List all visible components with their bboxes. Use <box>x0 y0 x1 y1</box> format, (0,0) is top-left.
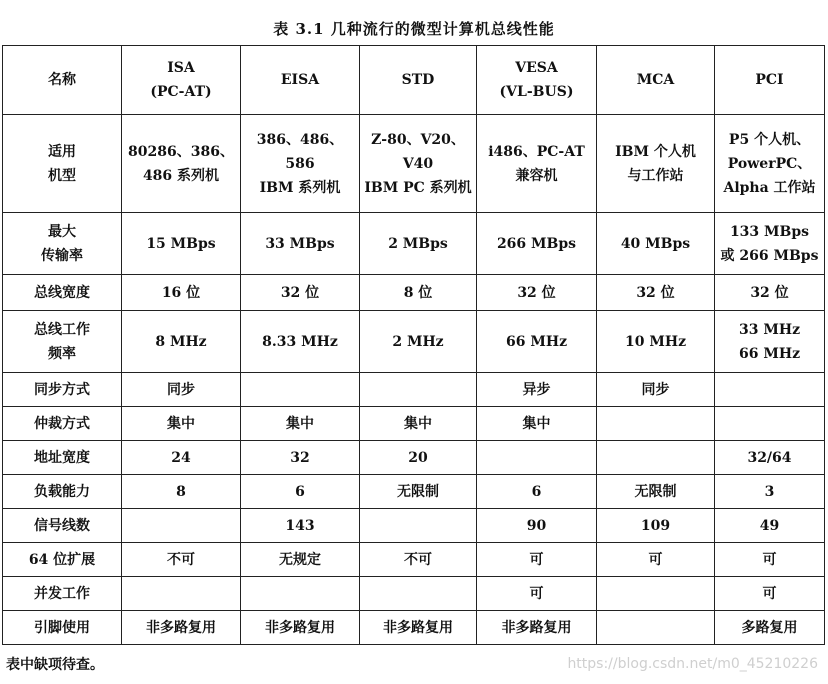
cell-text: 集中 <box>167 415 195 432</box>
table-cell <box>477 275 597 311</box>
cell-text: V40 <box>402 155 434 172</box>
table-cell <box>360 275 477 311</box>
table-cell <box>122 577 241 611</box>
cell-text: 可 <box>762 585 777 602</box>
row-label <box>3 543 122 577</box>
table-cell <box>477 373 597 407</box>
cell-text: 可 <box>529 585 544 602</box>
table-row <box>3 475 825 509</box>
header-cell <box>597 46 715 115</box>
table-cell <box>597 407 715 441</box>
table-cell <box>477 311 597 373</box>
table-cell <box>360 213 477 275</box>
cell-text: 并发工作 <box>34 585 90 602</box>
cell-text: 266 MBps <box>496 235 577 252</box>
row-label <box>3 611 122 645</box>
table-row <box>3 577 825 611</box>
cell-text: 名称 <box>48 72 76 88</box>
table-cell <box>597 373 715 407</box>
row-label <box>3 115 122 213</box>
cell-text: 15 MBps <box>146 235 216 252</box>
table-cell <box>241 509 360 543</box>
cell-text: PCI <box>755 72 784 88</box>
table-cell <box>360 475 477 509</box>
cell-text: 8 位 <box>403 284 433 301</box>
cell-text: 传输率 <box>41 247 83 264</box>
cell-text: STD <box>401 72 435 88</box>
table-cell <box>360 611 477 645</box>
table-cell <box>360 543 477 577</box>
table-row <box>3 407 825 441</box>
table-cell <box>597 577 715 611</box>
cell-text: 2 MBps <box>388 235 448 252</box>
cell-text: 6 <box>531 483 542 500</box>
table-cell <box>715 543 825 577</box>
cell-text: 10 MHz <box>624 333 687 350</box>
cell-text: 同步方式 <box>34 381 90 398</box>
cell-text: 可 <box>529 551 544 568</box>
table-cell <box>360 115 477 213</box>
header-cell <box>3 46 122 115</box>
table-cell <box>715 213 825 275</box>
table-cell <box>241 577 360 611</box>
table-cell <box>360 509 477 543</box>
cell-text: (VL-BUS) <box>499 84 574 100</box>
header-row <box>3 46 825 115</box>
table-cell <box>122 373 241 407</box>
table-row <box>3 115 825 213</box>
cell-text: Alpha 工作站 <box>723 179 816 196</box>
cell-text: 32 位 <box>636 284 675 301</box>
cell-text: PowerPC、 <box>727 155 812 172</box>
table-cell <box>715 441 825 475</box>
cell-text: 386、486、586 <box>256 131 344 172</box>
cell-text: 仲裁方式 <box>34 415 90 432</box>
row-label <box>3 275 122 311</box>
cell-text: 或 266 MBps <box>720 247 819 264</box>
cell-text: 32 位 <box>750 284 789 301</box>
cell-text: Z-80、V20、 <box>371 131 465 148</box>
table-cell <box>241 311 360 373</box>
table-cell <box>477 115 597 213</box>
watermark: https://blog.csdn.net/m0_45210226 <box>567 656 818 672</box>
cell-text: 非多路复用 <box>501 619 572 636</box>
cell-text: 非多路复用 <box>265 619 335 636</box>
row-label <box>3 509 122 543</box>
table-cell <box>241 407 360 441</box>
cell-text: 与工作站 <box>627 167 684 184</box>
cell-text: 32/64 <box>747 449 792 466</box>
table-cell <box>597 275 715 311</box>
table-cell <box>597 115 715 213</box>
cell-text: 8 MHz <box>155 333 207 350</box>
cell-text: 20 <box>408 449 428 466</box>
table-cell <box>597 611 715 645</box>
table-cell <box>597 311 715 373</box>
cell-text: 64 位扩展 <box>28 551 96 568</box>
cell-text: 486 系列机 <box>142 167 220 184</box>
row-label <box>3 577 122 611</box>
cell-text: IBM PC 系列机 <box>364 179 472 196</box>
cell-text: 机型 <box>48 167 76 184</box>
table-cell <box>241 373 360 407</box>
cell-text: 2 MHz <box>392 333 444 350</box>
table-cell <box>241 441 360 475</box>
table-cell <box>122 115 241 213</box>
table-cell <box>477 509 597 543</box>
cell-text: MCA <box>636 72 675 88</box>
cell-text: 32 位 <box>517 284 556 301</box>
cell-text: 80286、386、 <box>128 143 234 160</box>
cell-text: (PC-AT) <box>150 84 212 100</box>
table-header <box>3 46 825 115</box>
cell-text: P5 个人机、 <box>728 131 811 148</box>
cell-text: 33 MHz <box>738 321 801 338</box>
table-cell <box>122 311 241 373</box>
cell-text: 8.33 MHz <box>262 333 338 350</box>
row-label <box>3 373 122 407</box>
table-row <box>3 509 825 543</box>
cell-text: 非多路复用 <box>383 619 453 636</box>
table-cell <box>122 509 241 543</box>
cell-text: 集中 <box>286 415 314 432</box>
header-cell <box>122 46 241 115</box>
table-cell <box>360 577 477 611</box>
cell-text: 无限制 <box>397 483 439 500</box>
table-cell <box>241 475 360 509</box>
table-cell <box>597 441 715 475</box>
row-label <box>3 407 122 441</box>
cell-text: IBM 个人机 <box>615 143 696 160</box>
cell-text: 66 MHz <box>738 345 801 362</box>
cell-text: 90 <box>526 517 547 534</box>
table-cell <box>477 543 597 577</box>
cell-text: 无限制 <box>634 483 677 500</box>
table-cell <box>715 577 825 611</box>
bus-performance-table <box>2 45 825 645</box>
table-cell <box>360 441 477 475</box>
cell-text: 异步 <box>522 381 551 398</box>
cell-text: 143 <box>285 517 315 534</box>
cell-text: 可 <box>762 551 777 568</box>
header-cell <box>241 46 360 115</box>
table-cell <box>597 543 715 577</box>
table-body <box>3 115 825 645</box>
cell-text: 总线宽度 <box>34 284 90 301</box>
table-cell <box>597 475 715 509</box>
cell-text: i486、PC-AT <box>488 143 585 160</box>
cell-text: 66 MHz <box>505 333 568 350</box>
cell-text: 负载能力 <box>34 483 90 500</box>
cell-text: 集中 <box>404 415 432 432</box>
cell-text: 引脚使用 <box>34 619 90 636</box>
table-cell <box>122 441 241 475</box>
table-cell <box>241 611 360 645</box>
cell-text: 同步 <box>167 381 195 398</box>
cell-text: IBM 系列机 <box>259 179 341 196</box>
cell-text: 频率 <box>48 345 76 362</box>
table-cell <box>241 213 360 275</box>
table-cell <box>122 543 241 577</box>
table-cell <box>241 275 360 311</box>
cell-text: ISA <box>167 60 195 76</box>
table-cell <box>715 407 825 441</box>
cell-text: 32 <box>290 449 310 466</box>
table-cell <box>122 475 241 509</box>
table-cell <box>715 373 825 407</box>
cell-text: 信号线数 <box>34 517 90 534</box>
cell-text: 109 <box>640 517 671 534</box>
cell-text: 8 <box>176 483 186 500</box>
table-cell <box>360 311 477 373</box>
table-cell <box>122 213 241 275</box>
cell-text: 最大 <box>48 223 76 240</box>
row-label <box>3 311 122 373</box>
cell-text: 6 <box>295 483 305 500</box>
table-cell <box>597 509 715 543</box>
row-label <box>3 213 122 275</box>
table-cell <box>122 275 241 311</box>
cell-text: 非多路复用 <box>146 619 216 636</box>
table-row <box>3 543 825 577</box>
table-row <box>3 441 825 475</box>
row-label <box>3 441 122 475</box>
cell-text: 兼容机 <box>515 167 558 184</box>
cell-text: 49 <box>759 517 780 534</box>
table-row <box>3 275 825 311</box>
cell-text: 24 <box>171 449 191 466</box>
table-cell <box>715 611 825 645</box>
cell-text: 不可 <box>404 551 432 568</box>
table-cell <box>715 475 825 509</box>
table-cell <box>477 441 597 475</box>
table-cell <box>477 577 597 611</box>
table-cell <box>597 213 715 275</box>
table-row <box>3 311 825 373</box>
cell-text: 133 MBps <box>729 223 810 240</box>
row-label <box>3 475 122 509</box>
cell-text: VESA <box>515 60 558 76</box>
cell-text: 地址宽度 <box>34 449 90 466</box>
cell-text: 32 位 <box>280 284 320 301</box>
table-cell <box>122 611 241 645</box>
table-cell <box>241 115 360 213</box>
table-row <box>3 611 825 645</box>
cell-text: 不可 <box>167 551 195 568</box>
cell-text: 多路复用 <box>741 619 798 636</box>
cell-text: 3 <box>764 483 775 500</box>
cell-text: 16 位 <box>161 284 201 301</box>
table-cell <box>715 311 825 373</box>
cell-text: 33 MBps <box>265 235 335 252</box>
table-cell <box>477 407 597 441</box>
cell-text: EISA <box>280 72 320 88</box>
header-cell <box>477 46 597 115</box>
cell-text: 集中 <box>522 415 551 432</box>
table-cell <box>477 213 597 275</box>
cell-text: 可 <box>648 551 663 568</box>
header-cell <box>715 46 825 115</box>
cell-text: 40 MBps <box>620 235 691 252</box>
table-cell <box>360 407 477 441</box>
table-row <box>3 373 825 407</box>
table-caption: 表 3.1 几种流行的微型计算机总线性能 <box>273 20 555 38</box>
table-cell <box>122 407 241 441</box>
footnote: 表中缺项待查。 <box>6 657 104 673</box>
table-cell <box>241 543 360 577</box>
table-cell <box>477 475 597 509</box>
cell-text: 同步 <box>641 381 670 398</box>
cell-text: 适用 <box>48 143 76 160</box>
table-cell <box>477 611 597 645</box>
table-cell <box>715 509 825 543</box>
table-cell <box>360 373 477 407</box>
header-cell <box>360 46 477 115</box>
table-cell <box>715 115 825 213</box>
table-cell <box>715 275 825 311</box>
table-row <box>3 213 825 275</box>
cell-text: 无规定 <box>279 551 321 568</box>
cell-text: 总线工作 <box>34 321 90 338</box>
